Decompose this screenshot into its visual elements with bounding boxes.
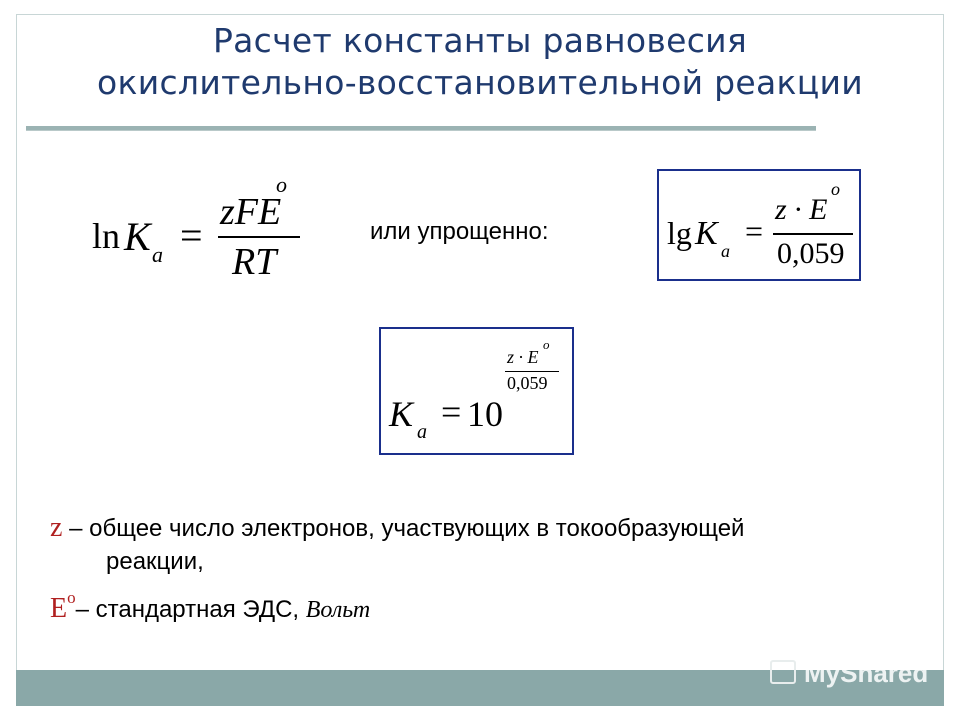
formula-lg-box — [657, 169, 861, 281]
lg-var: K — [695, 215, 718, 252]
ln-sub: a — [152, 242, 163, 267]
lg-num: z · E — [775, 193, 828, 226]
watermark-logo-icon — [770, 660, 796, 684]
formula-exp-box — [379, 327, 574, 455]
legend-e — [50, 588, 370, 625]
ln-fn: ln — [92, 216, 121, 256]
title-underline — [26, 126, 816, 131]
lg-eq: = — [745, 213, 764, 249]
slide-title — [30, 20, 930, 104]
exp-eq: = — [441, 392, 462, 432]
exp-den: 0,059 — [507, 373, 548, 393]
legend-e-text: – стандартная ЭДС, — [75, 596, 306, 623]
legend-z-text-cont: реакции, — [106, 548, 204, 575]
lg-num-sup: o — [831, 179, 840, 199]
exp-var: K — [389, 394, 414, 434]
legend-e-unit: Вольт — [305, 597, 371, 623]
legend-e-symbol: E — [50, 593, 68, 624]
ln-var: K — [124, 214, 151, 259]
exp-fraction-bar — [505, 371, 559, 372]
legend-z-text: – общее число электронов, участвующих в токообразующей — [62, 515, 745, 542]
exp-base: 10 — [467, 394, 503, 434]
lg-fn: lg — [667, 215, 692, 251]
exp-num-sup: o — [543, 337, 550, 352]
simplified-label: или упрощенно: — [370, 218, 549, 245]
lg-sub: a — [721, 241, 730, 261]
exp-sub: a — [417, 421, 427, 443]
exp-num: z · E — [507, 347, 539, 367]
lg-fraction-bar — [773, 233, 853, 235]
legend-e-sup: o — [67, 588, 76, 607]
ln-num-sup: o — [276, 172, 287, 197]
ln-den: RT — [232, 241, 277, 283]
legend-z — [50, 512, 744, 544]
lg-den: 0,059 — [777, 237, 845, 270]
ln-num: zFE — [220, 191, 282, 233]
title-line-2: окислительно-восстановительной реакции — [97, 63, 863, 102]
watermark-text: MyShared — [804, 658, 929, 688]
ln-eq: = — [180, 213, 203, 258]
ln-fraction-bar — [218, 236, 300, 238]
title-line-1: Расчет константы равновесия — [212, 21, 748, 60]
legend-z-symbol: z — [50, 512, 63, 543]
